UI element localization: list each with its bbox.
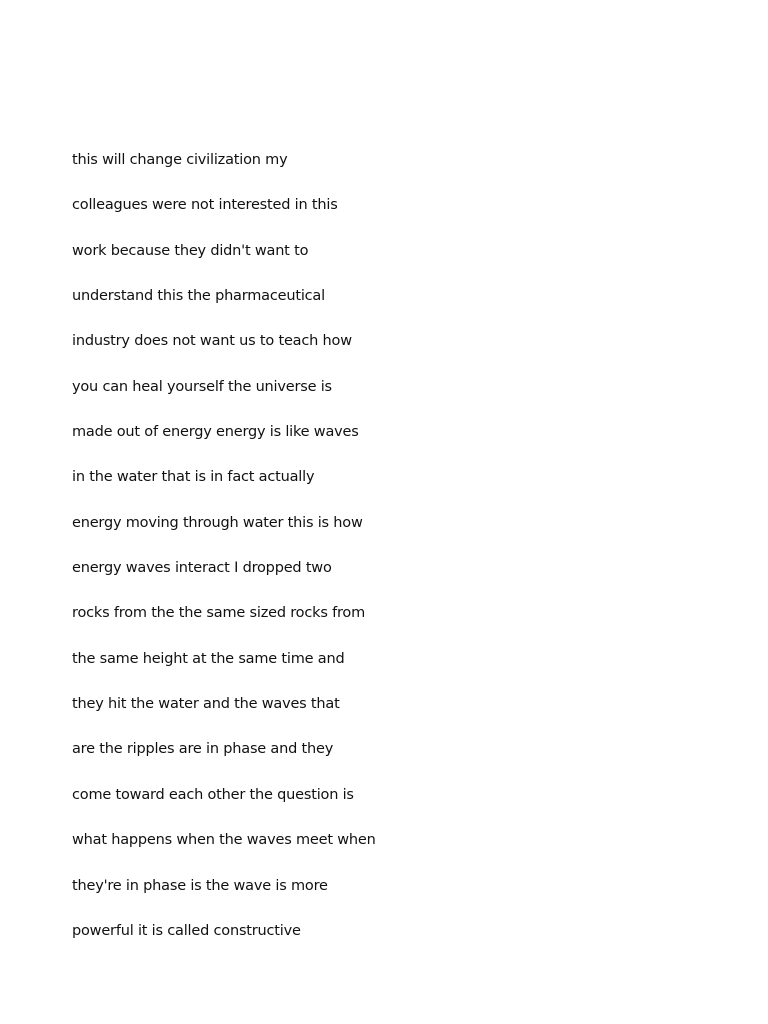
text-line: rocks from the the same sized rocks from [72,605,366,622]
text-line: in the water that is in fact actually [72,469,315,486]
text-line: come toward each other the question is [72,786,354,803]
text-line: you can heal yourself the universe is [72,378,332,395]
transcript-text [72,143,672,959]
text-line: colleagues were not interested in this [72,197,338,214]
text-line: powerful it is called constructive [72,922,301,939]
text-line: what happens when the waves meet when [72,832,376,849]
text-line: are the ripples are in phase and they [72,741,334,758]
text-line: they're in phase is the wave is more [72,877,328,894]
text-line: understand this the pharmaceutical [72,288,325,305]
text-line: energy waves interact I dropped two [72,560,332,577]
text-line: work because they didn't want to [72,242,309,259]
text-line: energy moving through water this is how [72,514,363,531]
text-line: this will change civilization my [72,152,288,168]
text-line: made out of energy energy is like waves [72,424,359,441]
text-line: they hit the water and the waves that [72,696,340,713]
text-line: industry does not want us to teach how [72,333,352,350]
text-line: the same height at the same time and [72,650,345,667]
